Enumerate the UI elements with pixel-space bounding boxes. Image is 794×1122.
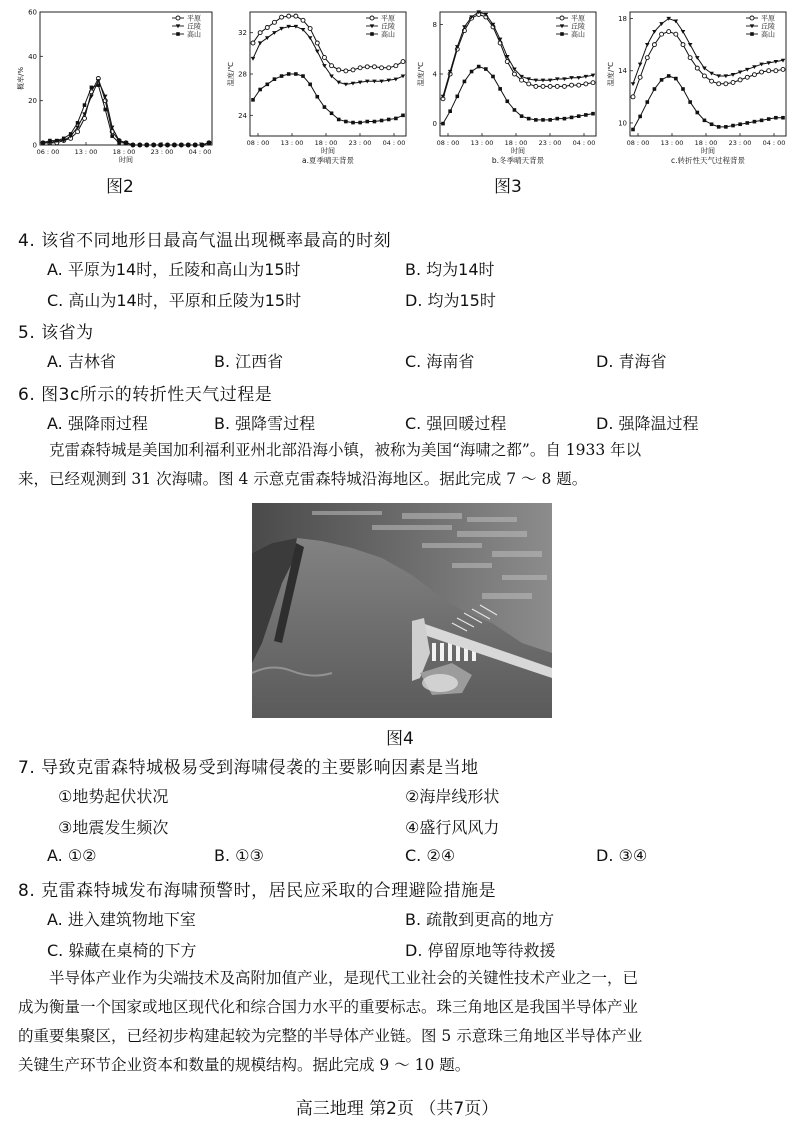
data-point [738,78,742,82]
x-tick-label: 04 : 00 [382,139,406,147]
data-point [159,143,163,147]
data-point [173,143,177,147]
panel-subtitle: c.转折性天气过程背景 [670,156,746,165]
data-point [394,117,398,121]
data-point [505,99,509,103]
x-tick-label: 08 : 00 [246,139,270,147]
data-point [541,118,545,122]
data-point [380,119,384,123]
data-point [570,83,574,87]
data-point [638,115,642,119]
data-point [258,88,262,92]
q6-option-a: A. 强降雨过程 [47,414,148,433]
x-tick-label: 08 : 00 [626,139,650,147]
q7-option-a: A. ①② [47,846,97,865]
data-point [463,80,467,84]
data-point [534,118,538,122]
y-tick-label: 14 [618,67,627,76]
data-point [193,143,197,147]
y-tick-label: 18 [618,15,627,24]
data-point [653,87,657,91]
x-tick-label: 06 : 00 [36,148,60,156]
data-point [358,121,362,125]
data-point [717,82,721,86]
data-point [767,117,771,121]
data-point [513,108,517,112]
data-point [731,124,735,128]
data-point [767,69,771,73]
data-point [315,95,319,99]
x-tick-label: 23 : 00 [348,139,372,147]
data-point [710,122,714,126]
data-point [455,95,459,99]
q7-option-c: C. ②④ [405,846,456,865]
data-point [563,117,567,121]
data-point [695,111,699,115]
data-point [520,78,524,82]
x-tick-label: 18 : 00 [112,148,136,156]
question-7-stem: 7. 导致克雷森特城极易受到海啸侵袭的主要影响因素是当地 [18,758,479,778]
legend-marker [176,32,180,36]
y-axis-label: 概率/% [17,66,25,91]
data-point [330,64,334,68]
data-point [731,80,735,84]
data-point [484,67,488,71]
data-point [577,114,581,118]
x-tick-label: 18 : 00 [314,139,338,147]
data-point [308,36,313,40]
data-point [294,14,298,18]
data-point [351,68,355,72]
q7-item-1: ①地势起伏状况 [58,787,169,806]
data-point [534,84,538,88]
data-point [717,125,721,129]
q6-option-c: C. 强回暖过程 [405,414,507,433]
data-point [527,117,531,121]
data-point [652,30,657,34]
q8-option-c: C. 躲藏在桌椅的下方 [47,941,197,960]
y-axis-label: 温度/℃ [607,61,615,87]
q8-option-d: D. 停留原地等待救援 [405,941,556,960]
y-axis-label: 温度/℃ [227,61,235,87]
data-point [380,66,384,70]
q5-option-d: D. 青海省 [596,352,667,371]
data-point [491,75,495,79]
x-tick-label: 13 : 00 [280,139,304,147]
data-point [441,122,445,126]
data-point [562,84,566,88]
q7-option-d: D. ③④ [596,846,648,865]
x-tick-label: 18 : 00 [694,139,718,147]
data-point [110,134,114,138]
data-point [401,114,405,118]
data-point [365,65,369,69]
x-tick-label: 23 : 00 [150,148,174,156]
data-point [548,118,552,122]
q7-item-4: ④盛行风风力 [405,818,500,837]
data-point [251,98,255,102]
data-point [548,84,552,88]
data-point [258,41,263,45]
figure-3c-chart [606,6,792,170]
data-point [117,141,121,145]
data-point [337,68,341,72]
data-point [48,139,52,143]
legend-label: 平原 [187,14,201,23]
data-point [401,60,405,64]
data-point [344,120,348,124]
data-point [301,74,305,78]
legend-label: 平原 [761,14,775,23]
data-point [69,132,73,136]
data-point [337,118,341,122]
series-line-平原 [43,79,209,146]
y-tick-label: 20 [28,97,37,106]
data-point [638,75,642,79]
question-8-stem: 8. 克雷森特城发布海啸预警时，居民应采取的合理避险措施是 [18,881,497,901]
y-tick-label: 60 [28,8,37,17]
data-point [681,43,685,47]
data-point [760,70,764,74]
data-point [577,83,581,87]
data-point [448,109,452,113]
series-line-高山 [443,67,593,124]
panel-subtitle: b.冬季晴天背景 [491,156,545,165]
y-tick-label: 0 [432,120,437,129]
data-point [90,86,94,90]
legend-label: 丘陵 [761,22,775,31]
data-point [308,27,312,31]
data-point [103,108,107,112]
legend-label: 高山 [571,30,585,39]
data-point [667,74,671,78]
data-point [505,60,509,64]
x-tick-label: 08 : 00 [436,139,460,147]
x-tick-label: 13 : 00 [470,139,494,147]
legend-label: 高山 [761,30,775,39]
q4-option-c: C. 高山为14时，平原和丘陵为15时 [47,291,302,310]
passage-2-line-4: 关键生产环节企业资本和数量的规模结构。据此完成 9 ～ 10 题。 [18,1056,471,1074]
passage-1-line-2: 来，已经观测到 31 次海啸。图 4 示意克雷森特城沿海地区。据此完成 7 ～ 8 题。 [18,470,588,488]
data-point [287,14,291,18]
data-point [638,63,643,67]
data-point [280,74,284,78]
y-tick-label: 32 [238,29,247,38]
x-tick-label: 23 : 00 [538,139,562,147]
y-tick-label: 8 [432,20,437,29]
data-point [688,56,692,60]
x-axis-label: 时间 [321,147,335,155]
data-point [645,100,649,104]
data-point [308,83,312,87]
data-point [138,143,142,147]
y-tick-label: 10 [618,119,627,128]
data-point [703,119,707,123]
data-point [323,105,327,109]
data-point [294,72,298,76]
data-point [55,139,59,143]
legend-label: 丘陵 [571,22,585,31]
data-point [681,87,685,91]
data-point [152,143,156,147]
data-point [82,112,87,116]
passage-2-line-1: 半导体产业作为尖端技术及高附加值产业，是现代工业社会的关键性技术产业之一，已 [49,969,639,987]
series-line-高山 [43,85,209,145]
y-tick-label: 28 [238,70,247,79]
data-point [591,112,595,116]
data-point [344,83,349,87]
data-point [781,67,785,71]
x-tick-label: 13 : 00 [660,139,684,147]
figure-3a-chart [228,6,412,170]
data-point [745,121,749,125]
data-point [207,141,211,145]
x-tick-label: 13 : 00 [74,148,98,156]
q5-option-c: C. 海南省 [405,352,475,371]
legend-label: 丘陵 [187,22,201,31]
legend-label: 平原 [571,14,585,23]
data-point [681,30,686,34]
y-tick-label: 40 [28,52,37,61]
legend-marker [560,32,564,36]
data-point [180,143,184,147]
legend-label: 丘陵 [381,22,395,31]
q5-option-b: B. 江西省 [214,352,284,371]
question-5-stem: 5. 该省为 [18,323,94,343]
data-point [555,84,559,88]
data-point [541,84,545,88]
data-point [527,82,531,86]
data-point [645,43,650,47]
data-point [387,66,391,70]
data-point [279,27,284,31]
passage-1-line-1: 克雷森特城是美国加利福利亚州北部沿海小镇，被称为美国“海啸之都”。自 1933 年以 [49,441,642,459]
data-point [97,83,101,87]
x-tick-label: 23 : 00 [728,139,752,147]
x-tick-label: 04 : 00 [188,148,212,156]
data-point [76,130,80,134]
x-axis-label: 时间 [511,147,525,155]
q4-option-b: B. 均为14时 [405,260,495,279]
harbor-aerial-image [252,503,552,718]
data-point [265,26,269,30]
data-point [145,143,149,147]
question-6-stem: 6. 图3c所示的转折性天气过程是 [18,385,273,405]
data-point [702,74,706,78]
legend-marker [370,32,374,36]
data-point [512,72,516,76]
q4-option-d: D. 均为15时 [405,291,496,310]
q7-item-3: ③地震发生频次 [58,818,169,837]
q8-option-a: A. 进入建筑物地下室 [47,910,196,929]
data-point [251,57,256,61]
figure-3-caption: 图3 [494,177,522,197]
legend-marker [750,16,754,20]
data-point [738,122,742,126]
data-point [760,119,764,123]
data-point [372,65,376,69]
legend-label: 高山 [187,30,201,39]
data-point [570,116,574,120]
x-axis-label: 时间 [701,147,715,155]
data-point [287,72,291,76]
data-point [753,120,757,124]
question-4-stem: 4. 该省不同地形日最高气温出现概率最高的时刻 [18,231,392,251]
data-point [774,116,778,120]
data-point [394,64,398,68]
data-point [520,114,524,118]
data-point [710,79,714,83]
data-point [315,50,320,54]
data-point [273,77,277,81]
data-point [631,95,635,99]
data-point [258,31,262,35]
data-point [584,82,588,86]
data-point [322,55,326,59]
figure-4-aerial-photo [252,503,552,718]
y-axis-label: 温度/℃ [417,61,425,87]
q4-option-a: A. 平原为14时，丘陵和高山为15时 [47,260,301,279]
data-point [470,70,474,74]
data-point [365,120,369,124]
x-tick-label: 04 : 00 [572,139,596,147]
legend-marker [560,16,564,20]
data-point [301,18,305,22]
data-point [724,82,728,86]
data-point [358,66,362,70]
legend-marker [750,32,754,36]
data-point [745,75,749,79]
data-point [752,73,756,77]
data-point [688,43,693,47]
data-point [688,100,692,104]
data-point [131,143,135,147]
data-point [781,116,785,120]
data-point [166,143,170,147]
data-point [200,143,204,147]
q8-option-b: B. 疏散到更高的地方 [405,910,555,929]
legend-marker [370,16,374,20]
panel-subtitle: a.夏季晴天背景 [302,156,354,165]
data-point [265,83,269,87]
data-point [351,121,355,125]
data-point [41,141,45,145]
data-point [124,141,128,145]
data-point [555,117,559,121]
figure-4-caption: 图4 [386,729,414,749]
data-point [724,125,728,129]
data-point [652,43,656,47]
data-point [674,32,678,36]
data-point [315,41,319,45]
data-point [76,121,80,125]
data-point [660,32,664,36]
y-tick-label: 0 [32,141,37,150]
data-point [631,82,636,86]
data-point [667,30,671,34]
data-point [330,111,334,115]
figure-3b-chart [418,6,602,170]
page-footer: 高三地理 第2页 （共7页） [295,1099,499,1119]
data-point [674,77,678,81]
data-point [774,69,778,73]
data-point [186,143,190,147]
data-point [280,15,284,19]
legend-label: 高山 [381,30,395,39]
passage-semiconductor [18,964,778,1080]
data-point [62,137,66,141]
q5-option-a: A. 吉林省 [47,352,116,371]
x-tick-label: 18 : 00 [504,139,528,147]
data-point [373,120,377,124]
data-point [584,113,588,117]
data-point [498,87,502,91]
passage-crescent-city [18,436,778,494]
data-point [645,56,649,60]
data-point [344,69,348,73]
data-point [631,128,635,132]
x-axis-label: 时间 [119,156,133,164]
data-point [251,41,255,45]
data-point [387,118,391,122]
legend-label: 平原 [381,14,395,23]
data-point [477,65,481,69]
data-point [591,81,595,85]
figure-2-caption: 图2 [106,177,134,197]
y-tick-label: 4 [432,70,437,79]
y-tick-label: 24 [238,111,247,120]
data-point [695,66,699,70]
q7-option-b: B. ①③ [214,846,264,865]
data-point [660,78,664,82]
q6-option-b: B. 强降雪过程 [214,414,316,433]
data-point [83,103,87,107]
x-tick-label: 04 : 00 [762,139,786,147]
q6-option-d: D. 强降温过程 [596,414,699,433]
legend-marker [176,16,180,20]
passage-2-line-2: 成为衡量一个国家或地区现代化和综合国力水平的重要标志。珠三角地区是我国半导体产业 [18,998,639,1016]
figure-2-chart [8,6,220,170]
data-point [272,20,276,24]
q7-item-2: ②海岸线形状 [405,787,500,806]
passage-2-line-3: 的重要集聚区，已经初步构建起较为完整的半导体产业链。图 5 示意珠三角地区半导体产业 [18,1027,643,1045]
